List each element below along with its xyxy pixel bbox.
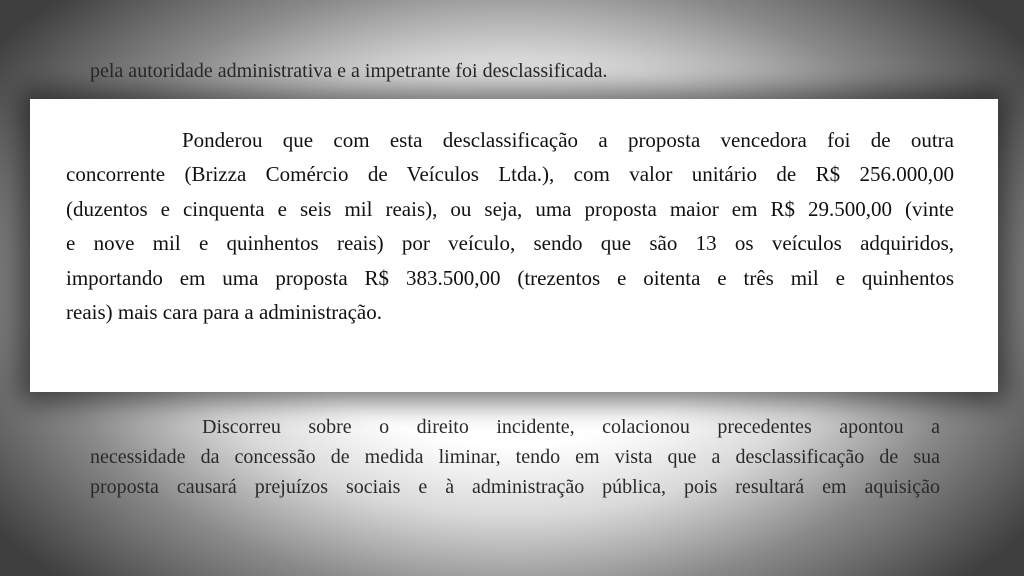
top-line: pela autoridade administrativa e a impetrante foi desclassificada. <box>90 60 608 82</box>
highlighted-paragraph <box>66 123 954 329</box>
paragraph-top <box>90 56 940 86</box>
paragraph-bottom <box>90 412 940 502</box>
highlight-line: e nove mil e quinhentos reais) por veículo, sendo que são 13 os veículos adquiridos, <box>66 231 954 256</box>
bottom-line: Discorreu sobre o direito incidente, colacionou precedentes apontou a <box>202 416 940 438</box>
bottom-line: proposta causará prejuízos sociais e à administração pública, pois resultará em aquisição <box>90 476 940 498</box>
highlight-line: concorrente (Brizza Comércio de Veículos Ltda.), com valor unitário de R$ 256.000,00 <box>66 162 954 187</box>
highlight-line: (duzentos e cinquenta e seis mil reais), ou seja, uma proposta maior em R$ 29.500,00 (vinte <box>66 196 954 221</box>
highlighted-excerpt <box>30 99 998 392</box>
highlight-line: reais) mais cara para a administração. <box>66 300 382 325</box>
highlight-line: importando em uma proposta R$ 383.500,00 (trezentos e oitenta e três mil e quinhentos <box>66 265 954 290</box>
bottom-line: necessidade da concessão de medida liminar, tendo em vista que a desclassificação de sua <box>90 446 940 468</box>
highlight-line: Ponderou que com esta desclassificação a proposta vencedora foi de outra <box>182 128 954 152</box>
